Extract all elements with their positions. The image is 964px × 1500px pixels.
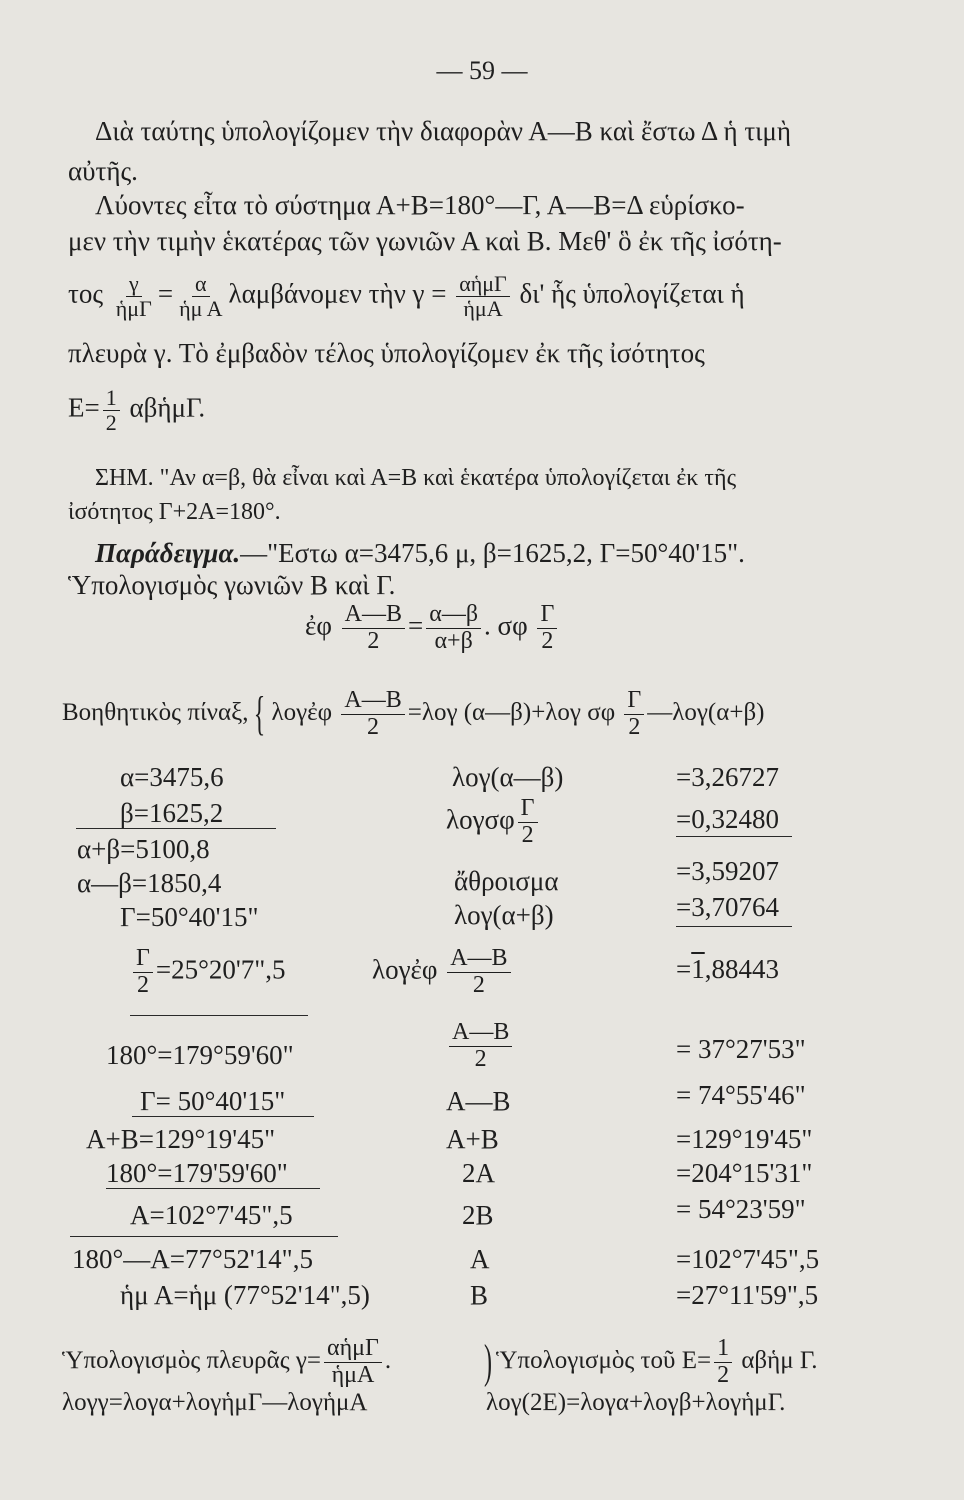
fraction-A-minus-B-over-2: [342, 602, 405, 655]
denominator: ἡμΑ: [463, 295, 503, 321]
fraction-A-minus-B-over-2: [341, 688, 404, 741]
right-value-6: = 37°27'53": [676, 1034, 806, 1064]
intro-line-3: Λύοντες εἶτα τὸ σύστημα Α+Β=180°—Γ, Α—Β=Δ εὑρίσκο-: [95, 190, 745, 220]
ef-symbol: ἐφ: [305, 610, 332, 641]
denominator: ἡμΑ: [331, 1361, 375, 1388]
denominator: 2: [367, 713, 380, 740]
brace-icon: {: [254, 687, 266, 741]
mid-sum-label: ἄθροισμα: [454, 866, 559, 896]
intro-line-5: [68, 272, 745, 321]
page-number: — 59 —: [436, 56, 528, 85]
left-gamma-2: Γ= 50°40'15": [140, 1086, 286, 1116]
numerator: Α—Β: [342, 602, 405, 629]
example-text: —"Εστω α=3475,6 μ, β=1625,2, Γ=50°40'15".: [240, 538, 745, 568]
fraction-G-over-2: [624, 688, 644, 741]
right-value-4: =3,70764: [676, 892, 779, 922]
left-beta: β=1625,2: [120, 798, 224, 828]
denominator: 2: [367, 627, 380, 654]
divider: [76, 828, 276, 829]
bottom-left-line-2: λογγ=λογα+λογἡμΓ—λογἡμΑ: [62, 1389, 368, 1416]
right-value-5-rest: ,88443: [704, 954, 779, 984]
mid-2B: 2Β: [462, 1200, 494, 1230]
mid-half-diff: [446, 1020, 515, 1073]
fraction-one-half: [714, 1336, 732, 1389]
right-value-1: =3,26727: [676, 762, 779, 792]
left-alpha: α=3475,6: [120, 762, 224, 792]
numerator: γ: [126, 272, 142, 297]
mid-A: Α: [470, 1244, 490, 1274]
numerator: 1: [103, 386, 120, 411]
fraction-A-minus-B-over-2: [449, 1020, 512, 1073]
aux-label: Βοηθητικὸς πίναξ,: [62, 699, 249, 727]
divider: [106, 1188, 320, 1189]
denominator: 2: [521, 821, 534, 848]
left-diff: α—β=1850,4: [77, 868, 222, 898]
right-value-11: =102°7'45",5: [676, 1244, 820, 1274]
right-value-7: = 74°55'46": [676, 1080, 806, 1110]
denominator: 2: [474, 1045, 487, 1072]
mid-2A: 2Α: [462, 1158, 495, 1188]
equals-sign: =: [157, 278, 174, 309]
left-sum: α+β=5100,8: [77, 834, 210, 864]
equals-sign: =: [408, 610, 424, 641]
mid-log-a-plus-b: λογ(α+β): [454, 900, 554, 930]
dot-sf: . σφ: [484, 610, 528, 641]
bottom-left-pre: Ὑπολογισμὸς πλευρᾶς γ=: [62, 1347, 322, 1375]
denominator: 2: [105, 409, 117, 435]
mid-log-tan: [372, 946, 514, 999]
mid-A-plus-B: Α+Β: [446, 1124, 499, 1154]
denominator: ἡμ Α: [179, 295, 223, 321]
aux-logef: λογἐφ: [271, 699, 333, 727]
fraction-A-minus-B-over-2: [447, 946, 510, 999]
fraction-G-over-2: [518, 796, 538, 849]
auxiliary-formula: [62, 688, 765, 741]
intro-line-5-mid: λαμβάνομεν τὴν γ =: [228, 278, 447, 309]
intro-line-2: αὐτῆς.: [68, 156, 138, 186]
divider: [70, 1236, 338, 1237]
numerator: Γ: [624, 688, 644, 715]
bottom-left-dot: .: [384, 1347, 392, 1375]
bottom-right-line-1: [480, 1336, 818, 1389]
right-value-10: = 54°23'59": [676, 1194, 806, 1224]
aux-end: —λογ(α+β): [647, 699, 765, 727]
brace-icon: ): [483, 1335, 492, 1389]
left-180-minus-A: 180°—Α=77°52'14",5: [72, 1244, 313, 1274]
intro-line-5-post: δι' ἧς ὑπολογίζεται ἡ: [519, 278, 745, 309]
tangent-formula: [305, 602, 560, 655]
numerator: Γ: [537, 602, 557, 629]
numerator: Α—Β: [341, 688, 404, 715]
divider: [676, 926, 792, 927]
denominator: 2: [541, 627, 554, 654]
bottom-right-post: αβἡμ Γ.: [741, 1347, 818, 1375]
right-value-2: =0,32480: [676, 804, 779, 834]
intro-line-7: [68, 386, 205, 435]
numerator: αἡμΓ: [324, 1336, 382, 1363]
left-half-gamma: [130, 946, 286, 999]
denominator: ἡμΓ: [115, 295, 152, 321]
left-sine-A: ἡμ Α=ἡμ (77°52'14",5): [120, 1280, 370, 1310]
fraction-G-over-2: [537, 602, 557, 655]
fraction-ahmG-over-hmA: [324, 1336, 382, 1389]
fraction-alpha-over-hmA: [176, 272, 225, 321]
mid-log-a-minus-b: λογ(α—β): [452, 762, 564, 792]
mid-A-minus-B: Α—Β: [446, 1086, 511, 1116]
mid-B: Β: [470, 1280, 489, 1310]
left-half-gamma-value: =25°20'7",5: [155, 954, 286, 985]
fraction-a-minus-b-over-a-plus-b: [426, 602, 481, 655]
left-gamma: Γ=50°40'15": [120, 902, 259, 932]
intro-line-4: μεν τὴν τιμὴν ἑκατέρας τῶν γωνιῶν Α καὶ Β. Μεθ' ὃ ἐκ τῆς ἰσότη-: [68, 226, 782, 256]
denominator: 2: [136, 971, 149, 998]
intro-line-1: Διὰ ταύτης ὑπολογίζομεν τὴν διαφορὰν Α—Β καὶ ἔστω Δ ἡ τιμὴ: [95, 116, 792, 146]
bottom-right-pre: Ὑπολογισμὸς τοῦ Ε=: [495, 1347, 712, 1375]
bottom-left-line-1: [62, 1336, 391, 1389]
bottom-right-line-2: λογ(2Ε)=λογα+λογβ+λογἡμΓ.: [486, 1389, 786, 1416]
denominator: 2: [628, 713, 641, 740]
numerator: Γ: [133, 946, 153, 973]
left-180: 180°=179°59'60": [106, 1040, 294, 1070]
numerator: Γ: [518, 796, 538, 823]
numerator: Α—Β: [447, 946, 510, 973]
example-line: [95, 540, 745, 567]
numerator: α—β: [426, 602, 481, 629]
aux-mid: =λογ (α—β)+λογ σφ: [407, 699, 616, 727]
note-line-2: ἰσότητος Γ+2Α=180°.: [68, 499, 281, 525]
intro-line-7-pre: Ε=: [68, 392, 100, 423]
right-value-5: [676, 956, 779, 983]
numerator: α: [192, 272, 210, 297]
numerator: 1: [714, 1336, 732, 1363]
right-value-5-eq: =: [676, 954, 692, 984]
denominator: 2: [472, 971, 485, 998]
mid-log-cot-pre: λογσφ: [446, 804, 515, 835]
left-A: Α=102°7'45",5: [130, 1200, 293, 1230]
fraction-one-half: [103, 386, 120, 435]
right-value-9: =204°15'31": [676, 1158, 813, 1188]
divider: [132, 1116, 314, 1117]
divider: [130, 1015, 308, 1016]
intro-line-5-pre: τος: [68, 278, 104, 309]
divider: [676, 836, 792, 837]
intro-line-7-post: αβἡμΓ.: [129, 392, 206, 423]
intro-line-6: πλευρὰ γ. Τὸ ἐμβαδὸν τέλος ὑπολογίζομεν ἐκ τῆς ἰσότητος: [68, 338, 705, 368]
example-title: Παράδειγμα.: [95, 538, 241, 568]
note-line-1: ΣΗΜ. "Αν α=β, θὰ εἶναι καὶ Α=Β καὶ ἑκατέρα ὑπολογίζεται ἐκ τῆς: [95, 465, 737, 491]
numerator: Α—Β: [449, 1020, 512, 1047]
denominator: α+β: [434, 627, 473, 654]
right-value-8: =129°19'45": [676, 1124, 813, 1154]
left-A-plus-B: Α+Β=129°19'45": [86, 1124, 276, 1154]
numerator: αἡμΓ: [456, 272, 510, 297]
right-value-12: =27°11'59",5: [676, 1280, 819, 1310]
fraction-ahmG-over-hmA: [456, 272, 510, 321]
left-180-b: 180°=179'59'60": [106, 1158, 288, 1188]
mid-log-tan-pre: λογἐφ: [372, 954, 438, 985]
denominator: 2: [717, 1361, 730, 1388]
fraction-gamma-over-hmG: [113, 272, 155, 321]
mid-log-cot: [446, 796, 541, 849]
example-subtitle: Ὑπολογισμὸς γωνιῶν Β καὶ Γ.: [68, 570, 396, 600]
overbar-digit: 1: [691, 954, 705, 984]
fraction-G-over-2: [133, 946, 153, 999]
right-value-3: =3,59207: [676, 856, 779, 886]
